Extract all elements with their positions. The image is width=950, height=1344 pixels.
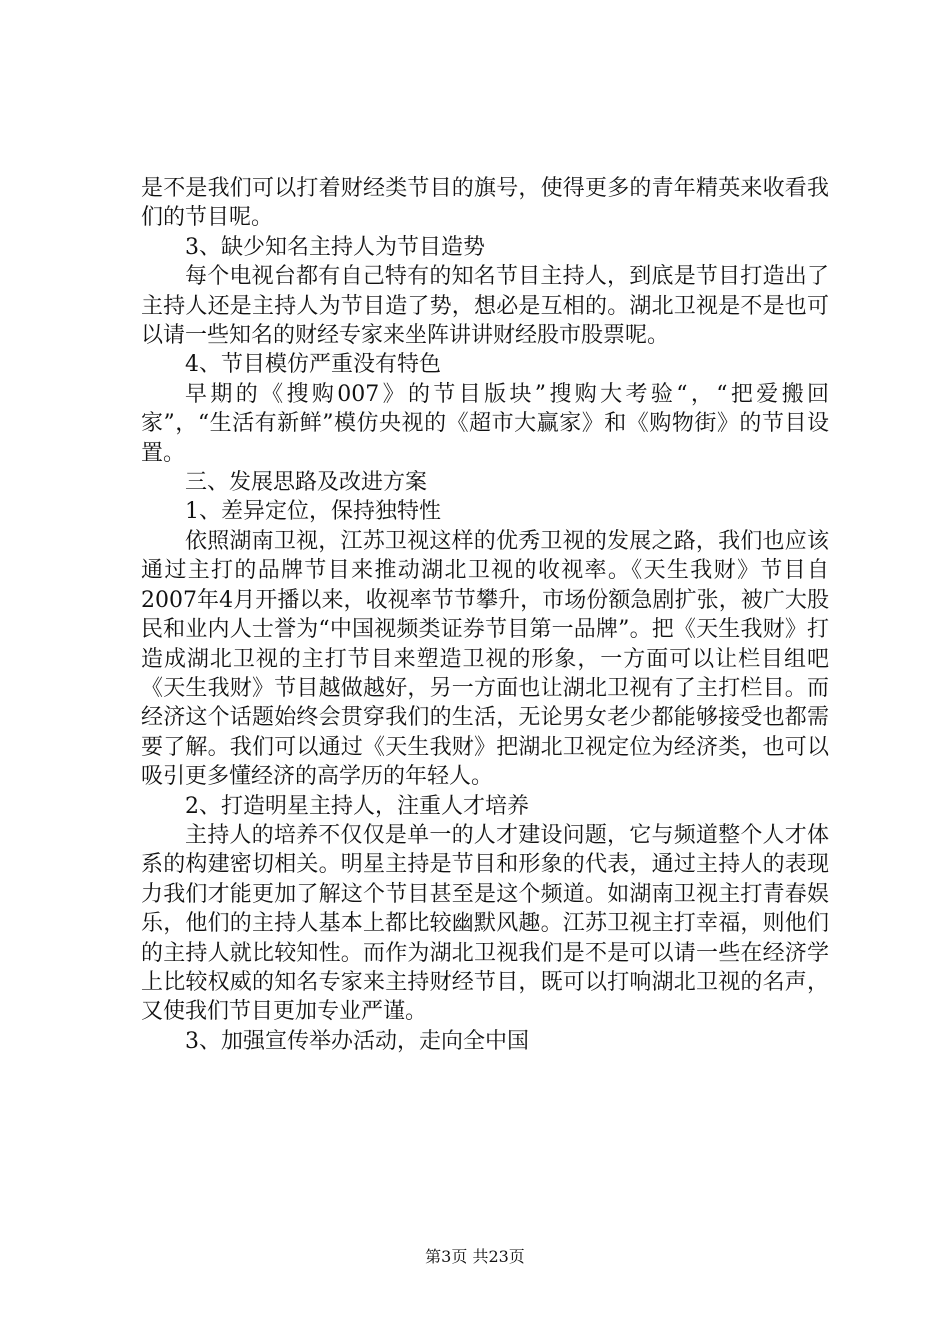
subheading-positioning: 1、差异定位，保持独特性 — [185, 499, 441, 525]
paragraph-continuation: 是不是我们可以打着财经类节目的旗号，使得更多的青年精英来收看我们的节目呢。 — [141, 176, 829, 231]
paragraph-imitation: 早期的《搜购007》的节目版块”搜购大考验“，“把爱搬回家”，“生活有新鲜”模仿央视的《超市大赢家》和《购物街》的节目设置。 — [141, 381, 829, 466]
paragraph-star-hosts: 主持人的培养不仅仅是单一的人才建设问题，它与频道整个人才体系的构建密切相关。明星主持是节目和形象的代表，通过主持人的表现力我们才能更加了解这个节目甚至是这个频道。如湖南卫视主打青春娱乐，他们的主持人基本上都比较幽默风趣。江苏卫视主打幸福，则他们的主持人就比较知性。而作为湖北卫视我们是不是可以请一些在经济学上比较权威的知名专家来主持财经节目，既可以打响湖北卫视的名声，又使我们节目更加专业严谨。 — [141, 822, 829, 1025]
subheading-lack-of-hosts: 3、缺少知名主持人为节目造势 — [185, 234, 485, 260]
subheading-star-hosts: 2、打造明星主持人，注重人才培养 — [185, 793, 529, 819]
document-body — [141, 174, 829, 1056]
section-heading-development: 三、发展思路及改进方案 — [185, 470, 428, 496]
paragraph-positioning: 依照湖南卫视，江苏卫视这样的优秀卫视的发展之路，我们也应该通过主打的品牌节目来推动湖北卫视的收视率。《天生我财》节目自2007年4月开播以来，收视率节节攀升，市场份额急剧扩张，被广大股民和业内人士誉为“中国视频类证券节目第一品牌”。把《天生我财》打造成湖北卫视的主打节目来塑造卫视的形象，一方面可以让栏目组吧《天生我财》节目越做越好，另一方面也让湖北卫视有了主打栏目。而经济这个话题始终会贯穿我们的生活，无论男女老少都能够接受也都需要了解。我们可以通过《天生我财》把湖北卫视定位为经济类，也可以吸引更多懂经济的高学历的年轻人。 — [141, 528, 829, 790]
subheading-imitation: 4、节目模仿严重没有特色 — [185, 352, 441, 378]
subheading-promotion: 3、加强宣传举办活动，走向全中国 — [185, 1028, 529, 1054]
page-number-footer: 第3页 共23页 — [425, 1247, 525, 1266]
paragraph-hosts: 每个电视台都有自己特有的知名节目主持人，到底是节目打造出了主持人还是主持人为节目造了势，想必是互相的。湖北卫视是不是也可以请一些知名的财经专家来坐阵讲讲财经股市股票呢。 — [141, 264, 829, 349]
